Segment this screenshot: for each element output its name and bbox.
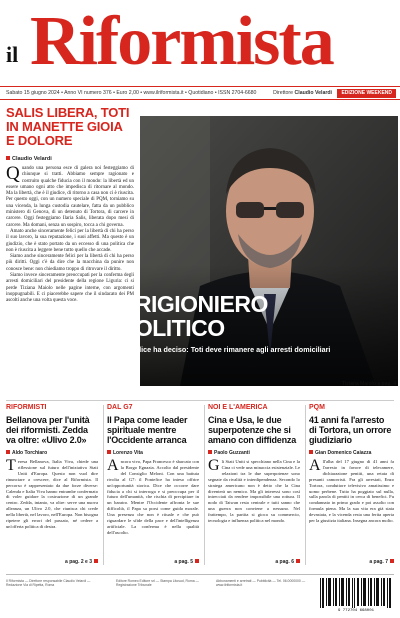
photo-page-ref[interactable]: Tiziana Maiolo a pag. 4 bbox=[341, 381, 396, 387]
logo-name: Riformista bbox=[30, 3, 333, 80]
column-byline bbox=[6, 450, 98, 456]
column-text: ll'alba del 17 giugno di 41 anni fa l'arresto in favore di telecamere, dichiarazione pentiti, una retata di presunti camorristi. Fra gli arrestati, Enzo Tortora, conduttore televisivo amatissimo e uomo perbene. Tutto ha poggiato sul nulla, sulla parola di pentiti in cerca di benefici. Fu condannato in primo grado e poi assolto con formula piena. Ma la sua vita era già stata devastata, e la vicenda resta una ferita aperta per la giustizia italiana. Insegna ancora molto. bbox=[309, 459, 394, 524]
lead-headline[interactable]: SALIS LIBERA, TOTI IN MANETTE GIOIA E DOLORE bbox=[6, 105, 130, 148]
column-author: Paolo Guzzanti bbox=[214, 450, 250, 456]
lead-author-name: Claudio Velardi bbox=[12, 156, 52, 162]
column-divider bbox=[204, 405, 205, 565]
column-text: eresa Bellanova, Italia Viva, chiede una riflessione sul futuro dell'iniziativa Stati Uniti d'Europa. Questo non vuol dire rinunciare a crescere, dice al Riformista. Il percorso è rappresentato da due forze diverse: Calenda e Italia Viva hanno entrambe confermato di voler guidare la costruzione di un grande centro. Zedda, intanto, va oltre: serve una nuova alleanza, un Ulivo 2.0, che riunisca chi crede nella libertà, nel lavoro, nell'Europa. Non bisogna ripetere gli errori del passato, né cedere a un'offerta politica di destra. bbox=[6, 459, 98, 529]
column-page-ref-text: a pag. 2 e 3 bbox=[65, 559, 92, 565]
column-author: Lorenzo Vita bbox=[113, 450, 143, 456]
lead-paragraph: Siamo invece sinceramente preoccupati per la conferma degli arresti domiciliari del presidente della regione Liguria: ci si perde Tiziana Maiolo nelle pagine interne, con argomenti inoppugnabili. E ci piacerebbe sapere che il sindacato dei PM ascolti anche una volta questa voce. bbox=[6, 273, 134, 304]
byline-square-icon bbox=[6, 156, 10, 160]
column-body bbox=[107, 459, 199, 536]
byline-square-icon bbox=[309, 450, 313, 454]
column-page-ref[interactable] bbox=[369, 559, 394, 565]
column-page-ref[interactable] bbox=[174, 559, 199, 565]
column-headline[interactable]: Cina e Usa, le due superpotenze che si amano con diffidenza bbox=[208, 415, 297, 445]
column-article[interactable] bbox=[107, 401, 199, 571]
lead-byline bbox=[6, 156, 134, 162]
column-text: ncora vivo, Papa Francesco è sbarcato con la Borgo Egnazia. Accolto dal presidente del Consiglio Meloni. Con una battuta rivolta al G7: il Pontefice ha inteso offrire un'opportunità storica. Dice che occorre dare fiducia a chi si interroga e si preoccupa per il futuro dell'umanità, che rischia di precipitare in un baratro. Mentre l'Occidente affronta le sue difficoltà, il Papa sa porsi come guida morale. Una presenza che non è rituale e che può riguardare le sfide della pace e dell'intelligenza artificiale. La conferma è nella qualità dell'ascolto. bbox=[107, 459, 199, 535]
column-dropcap: G bbox=[208, 457, 220, 474]
barcode-icon bbox=[318, 577, 394, 611]
bottom-columns bbox=[6, 400, 394, 570]
column-kicker: DAL G7 bbox=[107, 404, 133, 411]
column-divider bbox=[305, 405, 306, 565]
column-kicker: PQM bbox=[309, 404, 325, 411]
column-headline[interactable]: Il Papa come leader spirituale mentre l'Occidente arranca bbox=[107, 415, 188, 445]
column-body bbox=[6, 459, 98, 530]
lead-paragraph: Siamo anche sinceramente felici per la libertà di chi ha perso più diritti. Oggi c'è da dire che la macchina da punire non conosce bene: non chiediamo troppo di ritrovare il diritto. bbox=[6, 254, 134, 272]
column-page-ref[interactable] bbox=[275, 559, 300, 565]
footer bbox=[6, 574, 394, 614]
footer-subscriptions: Abbonamenti e arretrati — Pubblicità — Tel. 06.0000000 — www.ilriformista.it bbox=[216, 579, 306, 588]
logo[interactable] bbox=[6, 3, 394, 84]
column-byline bbox=[208, 450, 300, 456]
column-article[interactable] bbox=[309, 401, 394, 571]
photo-headline[interactable] bbox=[120, 292, 400, 340]
pageref-square-icon bbox=[94, 559, 98, 563]
column-article[interactable] bbox=[6, 401, 98, 571]
pageref-square-icon bbox=[296, 559, 300, 563]
photo-headline-line: PRIGIONIERO bbox=[120, 291, 268, 317]
column-page-ref-text: a pag. 6 bbox=[275, 559, 294, 565]
photo-subtitle: Il giudice ha deciso: Toti deve rimanere agli arresti domiciliari bbox=[120, 345, 331, 354]
logo-prefix: il bbox=[6, 42, 19, 67]
footer-credits: Il Riformista — Direttore responsabile Claudio Velardi — Redazione Via di Ripetta, Roma bbox=[6, 579, 91, 588]
pageref-square-icon bbox=[390, 559, 394, 563]
byline-square-icon bbox=[6, 450, 10, 454]
column-headline[interactable]: 41 anni fa l'arresto di Tortora, un orrore giudiziario bbox=[309, 415, 392, 445]
byline-square-icon bbox=[107, 450, 111, 454]
column-page-ref[interactable] bbox=[65, 559, 98, 565]
column-byline bbox=[107, 450, 199, 456]
photo-headline-line: POLITICO bbox=[120, 315, 225, 341]
director-name: Claudio Velardi bbox=[294, 90, 332, 96]
column-dropcap: T bbox=[6, 457, 16, 474]
director-label: Direttore bbox=[273, 90, 294, 96]
barcode-number: 9 772704 668001 bbox=[337, 609, 374, 613]
column-body bbox=[309, 459, 394, 524]
masthead bbox=[6, 4, 394, 84]
column-headline[interactable]: Bellanova per l'unità dei riformisti. Zedda va oltre: «Ulivo 2.0» bbox=[6, 415, 90, 445]
lead-article[interactable] bbox=[6, 106, 134, 384]
byline-square-icon bbox=[208, 450, 212, 454]
lead-paragraph: uando una persona esce di galera noi festeggiamo di chiunque si tratti. Abbiamo sempre ragionato e costruito qualche fiducia con il mondo: la libertà ed un essere umano ogni atto che impedisca di ritornare al mondo. Ma la libertà, che è il giudice, di ritorno a casa non ci è riuscita. Per questo oggi, con un numero speciale di PQM, torniamo su una vicenda, la lunga custodia cautelare, fatta da un pubblico ministero di Genova, di un detenuto di Tortora, di carcere in carcere. Oggi festeggiamo Ilaria Salis, liberata dopo mesi di carcere. Ma domani, senza un sospiro, tocca a chi governa. bbox=[6, 166, 134, 228]
column-byline bbox=[309, 450, 394, 456]
footer-publisher: Editore Romeo Editore srl — Stampa Litosud, Roma — Registrazione Tribunale bbox=[116, 579, 199, 588]
dateline-text: Sabato 15 giugno 2024 • Anno VI numero 376 • Euro 2,00 • www.ilriformista.it • Quotidiano • ISSN 2704-6680 bbox=[6, 90, 257, 96]
lead-body bbox=[6, 163, 134, 305]
column-author: Aldo Torchiaro bbox=[12, 450, 48, 456]
column-page-ref-text: a pag. 5 bbox=[174, 559, 193, 565]
column-kicker: RIFORMISTI bbox=[6, 404, 47, 411]
column-dropcap: A bbox=[107, 457, 119, 474]
lead-dropcap: Q bbox=[6, 163, 20, 184]
column-author: Gian Domenico Caiazza bbox=[315, 450, 372, 456]
dateline-info bbox=[6, 87, 256, 100]
column-page-ref-text: a pag. 7 bbox=[369, 559, 388, 565]
column-divider bbox=[103, 405, 104, 565]
lead-paragraph: Amato anche sinceramente felici per la libertà di chi ha perso il suo lavoro, la sua reputazione, i suoi affetti. Ma questo è un giudizio, che è stato portato da un eccesso di una politica che non è riuscita a leggere bene tutto quello che accade. bbox=[6, 228, 134, 253]
column-text: li Stati Uniti si specchiano nella Cina e la Cina ci vede una minaccia esistenziale. Le relazioni tra le due superpotenze sono segnate da rivalità e interdipendenza. Secondo lo stratega americano non è detto che la Cina diventerà un nemico. Ma gli interessi sono così intrecciati da rendere impossibile una rottura. Il nodo di Taiwan resta centrale e tutti sanno che una guerra non conviene a nessuno. Nel frattempo, la partita si gioca su commercio, tecnologia e influenza politica nel mondo. bbox=[208, 459, 300, 524]
edition-badge: EDIZIONE WEEKEND bbox=[337, 89, 396, 98]
column-body bbox=[208, 459, 300, 524]
pageref-square-icon bbox=[195, 559, 199, 563]
column-kicker: NOI E L'AMERICA bbox=[208, 404, 268, 411]
column-dropcap: A bbox=[309, 457, 321, 474]
dateline bbox=[0, 86, 400, 100]
director bbox=[273, 87, 332, 100]
column-article[interactable] bbox=[208, 401, 300, 571]
